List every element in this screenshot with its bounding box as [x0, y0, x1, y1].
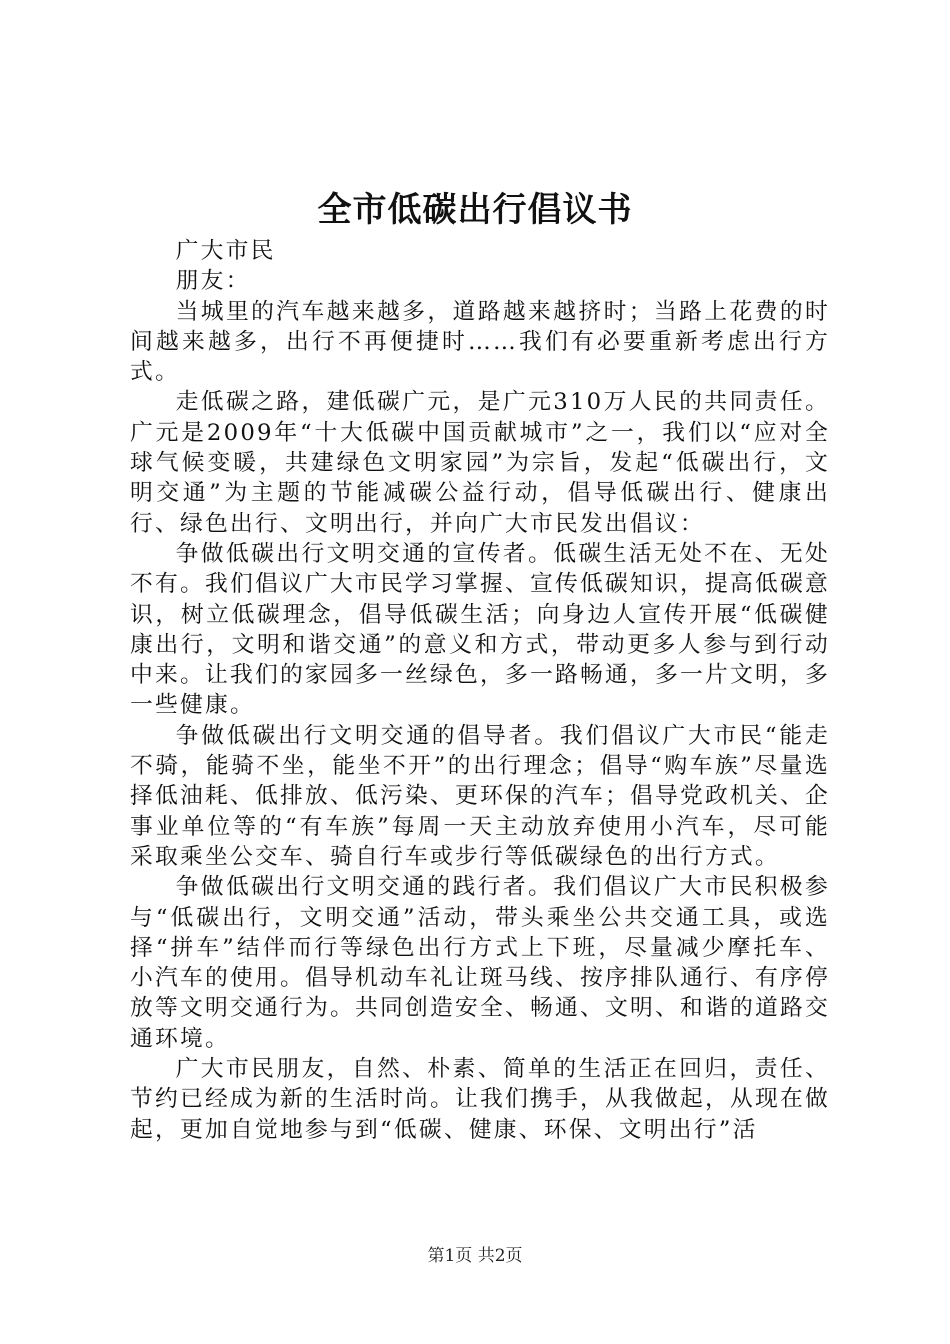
paragraph-practitioner: 争做低碳出行文明交通的践行者。我们倡议广大市民积极参与“低碳出行，文明交通”活动，带头乘坐公共交通工具，或选择“拼车”结伴而行等绿色出行方式上下班，尽量减少摩托车、小汽车的使用。倡导机动车礼让斑马线、按序排队通行、有序停放等文明交通行为。共同创造安全、畅通、文明、和谐的道路交通环境。 — [130, 874, 830, 1052]
page-footer: 第1页 共2页 — [427, 1246, 523, 1266]
paragraph-closing: 广大市民朋友，自然、朴素、简单的生活正在回归，责任、节约已经成为新的生活时尚。让我们携手，从我做起，从现在做起，更加自觉地参与到“低碳、健康、环保、文明出行”活 — [130, 1056, 830, 1143]
document-title: 全市低碳出行倡议书 — [317, 190, 633, 230]
paragraph-advocate: 争做低碳出行文明交通的倡导者。我们倡议广大市民“能走不骑，能骑不坐，能坐不开”的出行理念；倡导“购车族”尽量选择低油耗、低排放、低污染、更环保的汽车；倡导党政机关、企事业单位等的“有车族”每周一天主动放弃使用小汽车，尽可能采取乘坐公交车、骑自行车或步行等低碳绿色的出行方式。 — [130, 722, 830, 870]
paragraph-intro: 当城里的汽车越来越多，道路越来越挤时；当路上花费的时间越来越多，出行不再便捷时……我们有必要重新考虑出行方式。 — [130, 298, 830, 386]
salutation-line-1: 广大市民 — [175, 238, 276, 264]
salutation-line-2: 朋友： — [175, 268, 251, 295]
document-body — [130, 236, 830, 1145]
paragraph-background: 走低碳之路，建低碳广元，是广元310万人民的共同责任。广元是2009年“十大低碳中国贡献城市”之一，我们以“应对全球气候变暖，共建绿色文明家园”为宗旨，发起“低碳出行，文明交通”为主题的节能减碳公益行动，倡导低碳出行、健康出行、绿色出行、文明出行，并向广大市民发出倡议： — [130, 389, 830, 537]
paragraph-promoter: 争做低碳出行文明交通的宣传者。低碳生活无处不在、无处不有。我们倡议广大市民学习掌握、宣传低碳知识，提高低碳意识，树立低碳理念，倡导低碳生活；向身边人宣传开展“低碳健康出行，文明和谐交通”的意义和方式，带动更多人参与到行动中来。让我们的家园多一丝绿色，多一路畅通，多一片文明，多一些健康。 — [130, 540, 830, 719]
